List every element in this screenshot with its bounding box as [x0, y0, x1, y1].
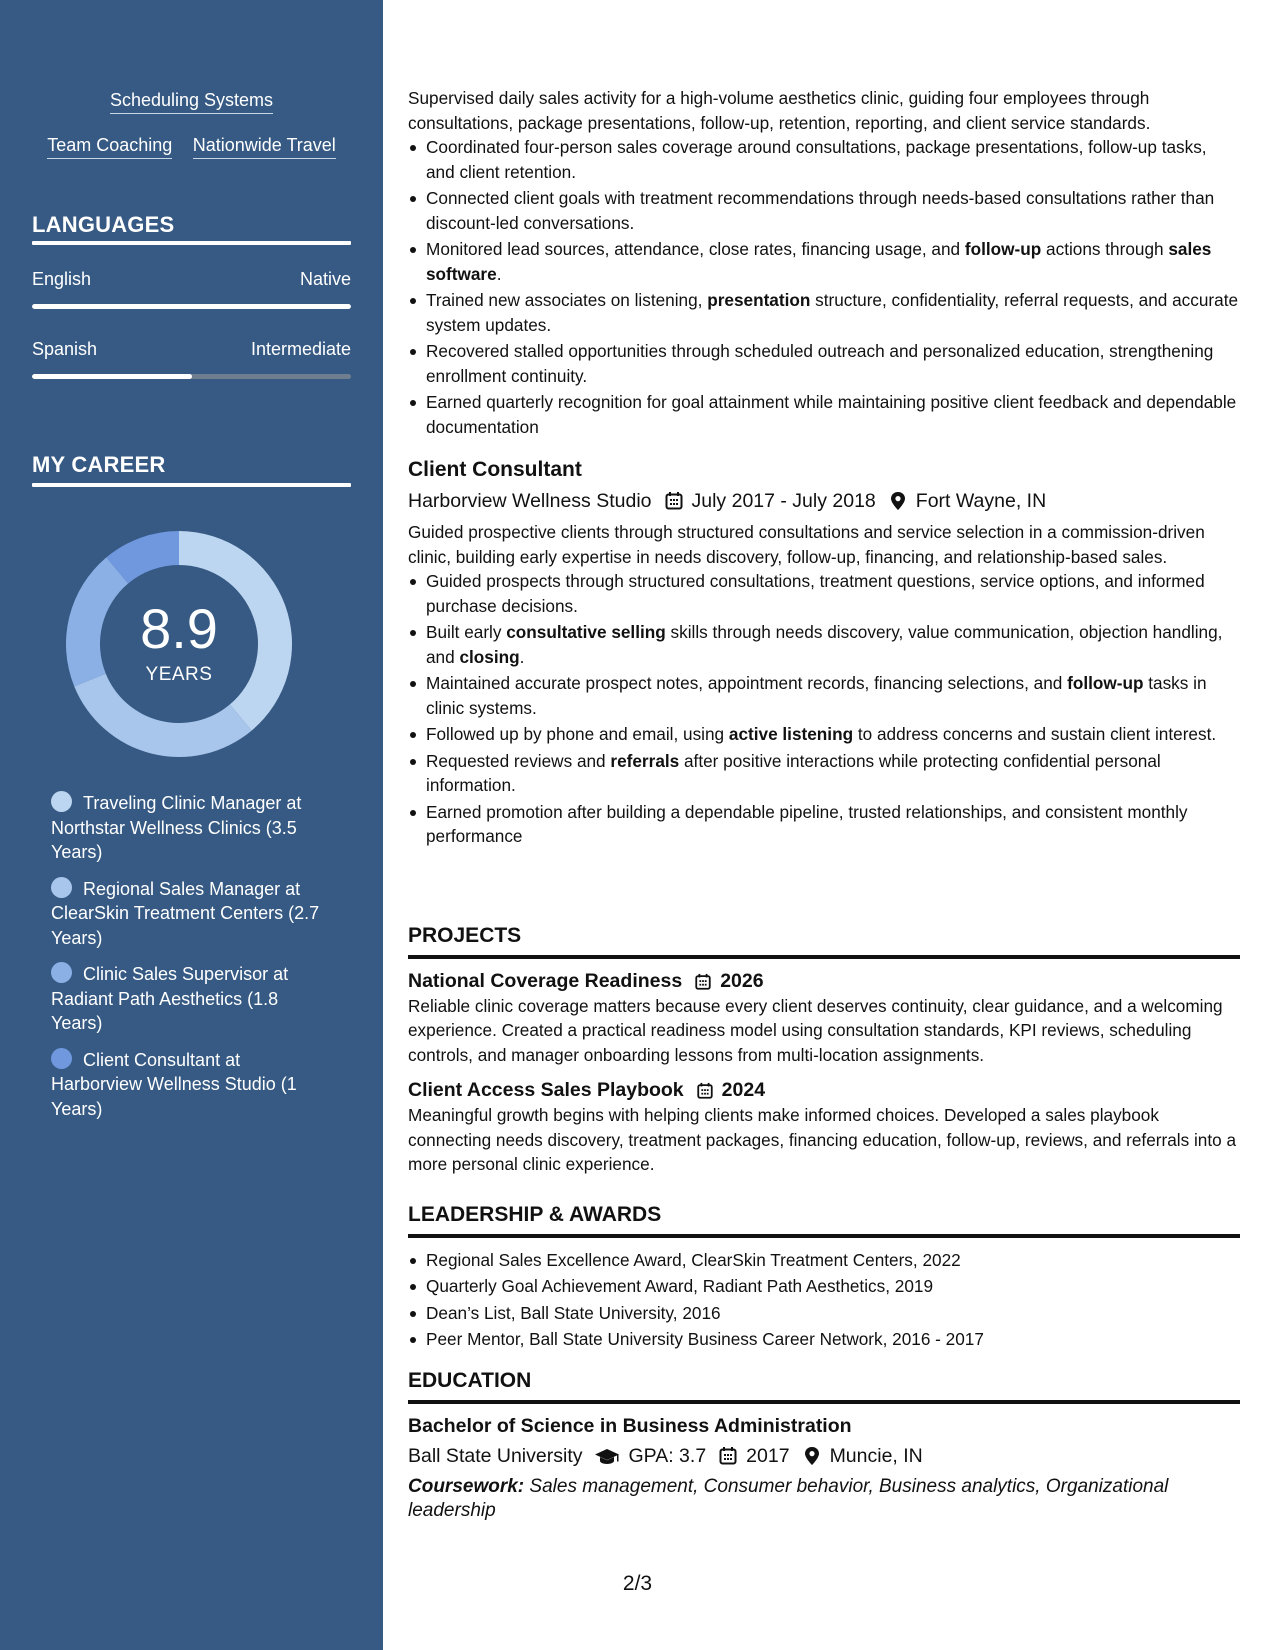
education-meta: [408, 1443, 1240, 1469]
career-item-label: Client Consultant at Harborview Wellness Studio (1 Years): [51, 1049, 297, 1119]
career-total-unit: YEARS: [145, 664, 213, 685]
career-donut-center: [64, 529, 294, 759]
company-name: Harborview Wellness Studio: [408, 490, 652, 512]
job-summary: Guided prospective clients through structured consultations and service selection in a commission-driven clinic, building early expertise in needs discovery, follow-up, financing, and relationship-based sales.: [408, 522, 1205, 567]
language-name: English: [32, 269, 92, 289]
prev-job-block: [408, 86, 1240, 441]
project-title: Client Access Sales Playbook: [408, 1079, 684, 1101]
project-year: 2026: [720, 969, 764, 992]
coursework-list: Sales management, Consumer behavior, Business analytics, Organizational leadership: [408, 1475, 1169, 1521]
coursework: [408, 1475, 1240, 1523]
calendar-icon: [718, 1446, 738, 1466]
projects-section: [408, 923, 1240, 1177]
award-item: Quarterly Goal Achievement Award, Radiant Path Aesthetics, 2019: [408, 1274, 1240, 1299]
skill-chip: Nationwide Travel: [193, 134, 336, 159]
bullet-item: Connected client goals with treatment recommendations through needs-based consultations rather than discount-led conversations.: [408, 186, 1240, 235]
job-location: Fort Wayne, IN: [915, 490, 1047, 512]
job-meta: [408, 488, 1240, 514]
section-rule: [408, 1234, 1240, 1238]
bullet-item: Maintained accurate prospect notes, appointment records, financing selections, and follow-up tasks in clinic systems.: [408, 671, 1240, 720]
coursework-label: Coursework:: [408, 1475, 525, 1497]
bullet-item: Guided prospects through structured consultations, treatment questions, service options, and informed purchase decisions.: [408, 569, 1240, 618]
career-legend-dot: [51, 791, 72, 812]
skill-chip: Scheduling Systems: [110, 89, 273, 114]
award-item: Regional Sales Excellence Award, ClearSkin Treatment Centers, 2022: [408, 1248, 1240, 1273]
skills-row-2: [0, 134, 383, 159]
language-bar-fill: [32, 304, 351, 309]
skills-row-1: [0, 89, 383, 114]
job-block: [408, 457, 1240, 851]
language-level: Native: [299, 269, 351, 289]
career-item: [51, 1048, 321, 1122]
degree-title: [408, 1413, 1240, 1439]
job-bullets: [408, 135, 1240, 439]
awards-section: [408, 1202, 1240, 1354]
calendar-icon: [664, 491, 684, 511]
career-rule: [32, 483, 351, 487]
degree: Bachelor of Science in Business Administration: [408, 1414, 852, 1437]
projects-heading: PROJECTS: [408, 924, 522, 947]
career-item-label: Regional Sales Manager at ClearSkin Treatment Centers (2.7 Years): [51, 878, 320, 948]
skill-chip: Team Coaching: [47, 134, 172, 159]
job-title: Client Consultant: [408, 458, 582, 481]
career-item: [51, 962, 321, 1036]
language-bar: [32, 304, 351, 309]
page-number: [0, 1572, 1275, 1596]
location-pin-icon: [888, 491, 908, 511]
section-rule: [408, 1400, 1240, 1404]
graduation-cap-icon: [594, 1446, 620, 1466]
career-item-label: Clinic Sales Supervisor at Radiant Path Aesthetics (1.8 Years): [51, 964, 289, 1033]
language-english: [32, 268, 351, 309]
career-item: [51, 791, 321, 865]
project-title-row: [408, 1077, 1240, 1103]
calendar-icon: [694, 972, 712, 990]
project-description: Meaningful growth begins with helping clients make informed choices. Developed a sales playbook connecting needs discovery, treatment packages, financing education, follow-up, reviews, and referrals into a more personal clinic experience.: [408, 1105, 1237, 1174]
language-name: Spanish: [32, 339, 98, 359]
bullet-item: Trained new associates on listening, presentation structure, confidentiality, referral requests, and accurate system updates.: [408, 288, 1240, 337]
job-bullets: [408, 569, 1240, 849]
language-bar-fill: [32, 374, 192, 379]
career-legend-dot: [51, 877, 72, 898]
job-dates: July 2017 - July 2018: [691, 490, 876, 512]
bullet-item: Monitored lead sources, attendance, close rates, financing usage, and follow-up actions through sales software.: [408, 237, 1240, 286]
education-section: [408, 1368, 1240, 1523]
award-item: Dean’s List, Ball State University, 2016: [408, 1301, 1240, 1326]
award-item: Peer Mentor, Ball State University Business Career Network, 2016 - 2017: [408, 1327, 1240, 1352]
page-number-text: 2/3: [622, 1572, 653, 1595]
career-total-years: 8.9: [140, 597, 218, 660]
project-title-row: [408, 968, 1240, 994]
school-name: Ball State University: [408, 1444, 583, 1467]
location-pin-icon: [802, 1446, 822, 1466]
career-donut-chart: [64, 529, 294, 759]
awards-heading: LEADERSHIP & AWARDS: [408, 1203, 662, 1226]
career-legend-dot: [51, 1048, 72, 1069]
sidebar: [0, 0, 383, 1650]
education-heading: EDUCATION: [408, 1369, 532, 1392]
gpa: GPA: 3.7: [628, 1444, 707, 1467]
bullet-item: Followed up by phone and email, using active listening to address concerns and sustain client interest.: [408, 722, 1240, 747]
school-location: Muncie, IN: [829, 1444, 923, 1467]
job-summary: Supervised daily sales activity for a high-volume aesthetics clinic, guiding four employees through consultations, package presentations, follow-up, retention, reporting, and client service standards.: [408, 88, 1151, 133]
project-title: National Coverage Readiness: [408, 969, 683, 992]
bullet-item: Recovered stalled opportunities through scheduled outreach and personalized education, strengthening enrollment continuity.: [408, 339, 1240, 388]
bullet-item: Coordinated four-person sales coverage around consultations, package presentations, follow-up tasks, and client retention.: [408, 135, 1240, 184]
language-level: Intermediate: [250, 339, 351, 359]
career-legend-dot: [51, 962, 72, 983]
career-item-label: Traveling Clinic Manager at Northstar Wellness Clinics (3.5 Years): [51, 793, 302, 862]
project-year: 2024: [721, 1079, 766, 1101]
bullet-item: Built early consultative selling skills through needs discovery, value communication, objection handling, and closing.: [408, 620, 1240, 669]
languages-rule: [32, 241, 351, 245]
graduation-year: 2017: [746, 1444, 790, 1467]
awards-list: [408, 1248, 1240, 1352]
career-list: [51, 791, 321, 1133]
bullet-item: Earned promotion after building a dependable pipeline, trusted relationships, and consistent monthly performance: [408, 800, 1240, 849]
bullet-item: Earned quarterly recognition for goal attainment while maintaining positive client feedback and dependable documentation: [408, 390, 1240, 439]
bullet-item: Requested reviews and referrals after positive interactions while protecting confidential personal information.: [408, 749, 1240, 798]
project-description: Reliable clinic coverage matters because every client deserves continuity, clear guidance, and a welcoming experience. Created a practical readiness model using consultation standards, KPI reviews, scheduling controls, and manager onboarding lessons from multi-location assignments.: [408, 995, 1223, 1065]
languages-heading: LANGUAGES: [32, 212, 175, 237]
career-heading: MY CAREER: [32, 452, 166, 477]
language-spanish: [32, 338, 351, 379]
calendar-icon: [696, 1081, 714, 1099]
section-rule: [408, 955, 1240, 959]
language-bar: [32, 374, 351, 379]
career-item: [51, 877, 321, 951]
